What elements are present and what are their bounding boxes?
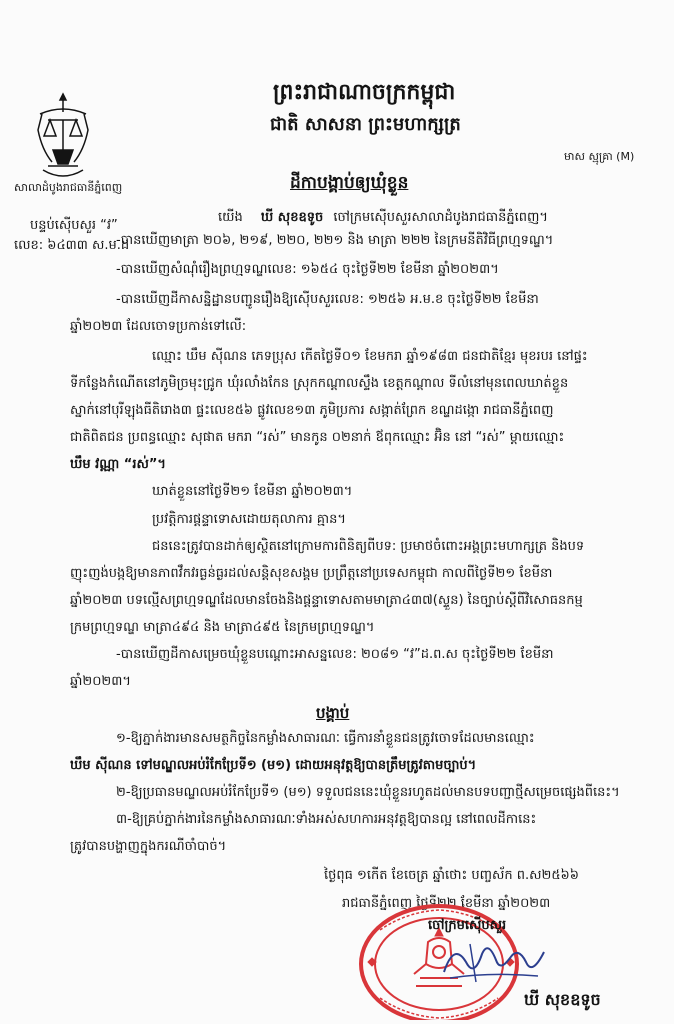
charge-line: ញុះញង់បង្កឱ្យមានភាពវឹកវរធ្ងន់ធ្ងរដល់សន្តិសុខសង្គម ប្រព្រឹត្តនៅប្រទេសកម្ពុជា កាលពីថ្ងៃទី២១ ខែមីនា bbox=[70, 566, 553, 581]
order-line: ៣-ឱ្យគ្រប់ភ្នាក់ងារនៃកម្លាំងសាធារណៈទាំងអស់សហការអនុវត្តឱ្យបានល្អ នៅពេលដីកានេះ bbox=[116, 812, 537, 827]
order-line: ឃឹម ស៊ីណន ទៅមណ្ឌលអប់រំកែប្រែទី១ (ម១) ដោយអនុវត្តឱ្យបានត្រឹមត្រូវតាមច្បាប់។ bbox=[70, 758, 477, 773]
kingdom-heading: ព្រះរាជាណាចក្រកម្ពុជា bbox=[273, 80, 456, 105]
judge-name: ឃី សុខឧទូច bbox=[260, 210, 324, 225]
signatory-name: ឃី សុខឧទូច bbox=[524, 990, 601, 1009]
person-line: ឃឹម វណ្ណា “រស់”។ bbox=[70, 457, 166, 472]
order-line: ១-ឱ្យភ្នាក់ងារមានសមត្ថកិច្ចនៃកម្លាំងសាធារណៈ ធ្វើការនាំខ្លួនជនត្រូវចោទដែលមានឈ្មោះ bbox=[116, 731, 535, 746]
person-line: ឈ្មោះ ឃឹម ស៊ីណន ភេទប្រុស កើតថ្ងៃទី០១ ខែមករា ឆ្នាំ១៩៨៣ ជនជាតិខ្មែរ មុខរបរ នៅផ្ទះ bbox=[152, 349, 588, 364]
intro-line bbox=[218, 210, 548, 226]
date-solar: រាជធានីភ្នំពេញ ថ្ងៃទី២២ ខែមីនា ឆ្នាំ២០២៣ bbox=[342, 896, 551, 911]
charge-line: ក្រមព្រហ្មទណ្ឌ មាត្រា៤៩៤ និង មាត្រា៤៩៥ នៃក្រមព្រហ្មទណ្ឌ។ bbox=[70, 620, 375, 635]
document-number: លេខ: ៦៤៣៣ ស.ម.ដ bbox=[14, 238, 130, 253]
person-line: ទីកន្លែងកំណើតនៅភូមិច្រមុះជ្រូក ឃុំរលាំងកែន ស្រុកកណ្ដាលស្ទឹង ខេត្តកណ្ដាល ទីលំនៅមុនពេលឃាត់ខ្លួន bbox=[70, 376, 569, 391]
document-title: ដីកាបង្គាប់ឲ្យឃុំខ្លួន bbox=[290, 173, 409, 193]
office-name: បន្ទប់ស៊ើបសួរ “វ” bbox=[30, 218, 118, 233]
order-heading: បង្គាប់ bbox=[316, 704, 350, 722]
intro-rest: ចៅក្រមស៊ើបសួរសាលាដំបូងរាជធានីភ្នំពេញ។ bbox=[333, 210, 548, 225]
person-line: ស្នាក់នៅបុរីឡុងធីតិរោង៣ ផ្ទះលេខ៥៦ ផ្លូវលេខ១៣ ភូមិប្រការ សង្កាត់ព្រែក ខណ្ឌដង្កោ រាជធានីភ្នំពេញ bbox=[70, 403, 554, 418]
intro-lead: យើង bbox=[218, 210, 243, 225]
date-lunar: ថ្ងៃពុធ ១កើត ខែចេត្រ ឆ្នាំថោះ បញ្ចស័ក ព.ស២៥៦៦ bbox=[324, 868, 579, 883]
model-mark: មាស ស្មុគ្រា (M) bbox=[564, 150, 635, 163]
recital-line: -បានឃើញសំណុំរឿងព្រហ្មទណ្ឌលេខ: ១៦៥៤ ចុះថ្ងៃទី២២ ខែមីនា ឆ្នាំ២០២៣។ bbox=[116, 262, 499, 277]
signatory-title: ចៅក្រមស៊ើបសួរ bbox=[428, 918, 507, 933]
warrant-line: ឆ្នាំ២០២៣។ bbox=[70, 674, 131, 689]
order-line: ត្រូវបានបង្ហាញក្នុងករណីចាំបាច់។ bbox=[70, 839, 227, 854]
court-name: សាលាដំបូងរាជធានីភ្នំពេញ bbox=[14, 181, 123, 194]
order-line: ២-ឱ្យប្រធានមណ្ឌលអប់រំកែប្រែទី១ (ម១) ទទួលជននេះឃុំខ្លួនរហូតដល់មានបទបញ្ជាថ្មីសម្រេចផ្សេងពីនេះ។ bbox=[116, 785, 620, 800]
charge-line: ជននេះត្រូវបានដាក់ឲ្យស្ថិតនៅក្រោមការពិនិត្យពីបទ: ប្រមាថចំពោះអង្គព្រះមហាក្សត្រ និងបទ bbox=[152, 539, 585, 554]
motto-heading: ជាតិ សាសនា ព្រះមហាក្សត្រ bbox=[270, 114, 461, 135]
recital-line: -បានឃើញដីកាសន្និដ្ឋានបញ្ជូនរឿងឱ្យស៊ើបសួរលេខ: ១២៥៦ អ.ម.ខ ចុះថ្ងៃទី២២ ខែមីនា bbox=[116, 292, 539, 307]
warrant-line: -បានឃើញដីកាសម្រេចឃុំខ្លួនបណ្ដោះអាសន្នលេខ: ២០៨១ “វ”ដ.ព.ស ចុះថ្ងៃទី២២ ខែមីនា bbox=[116, 647, 554, 662]
court-emblem bbox=[28, 90, 98, 180]
criminal-record: ប្រវត្តិការផ្ដន្ទាទោសដោយតុលាការ គ្មាន។ bbox=[152, 512, 346, 527]
charge-line: ឆ្នាំ២០២៣ បទល្មើសព្រហ្មទណ្ឌដែលមានចែងនិងផ្ដន្ទាទោសតាមមាត្រា៤៣៧(ស្ទួន) នៃច្បាប់ស្ដីពីវិសោធនកម្ម bbox=[70, 593, 583, 608]
handwritten-signature bbox=[440, 932, 550, 988]
arrest-date: ឃាត់ខ្លួននៅថ្ងៃទី២១ ខែមីនា ឆ្នាំ២០២៣។ bbox=[152, 484, 353, 499]
recital-line: -បានឃើញមាត្រា ២០៦, ២១៩, ២២០, ២២១ និង មាត្រា ២២២ នៃក្រមនីតិវិធីព្រហ្មទណ្ឌ។ bbox=[116, 233, 554, 248]
person-line: ជាតិពិតជន ប្រពន្ធឈ្មោះ សុផាត មករា “រស់” មានកូន ០២នាក់ ឪពុកឈ្មោះ អ៊ិន នៅ “រស់” ម្ដាយឈ្មោះ bbox=[70, 430, 565, 445]
recital-line: ឆ្នាំ២០២៣ ដែលចោទប្រកាន់ទៅលើ: bbox=[70, 319, 247, 334]
